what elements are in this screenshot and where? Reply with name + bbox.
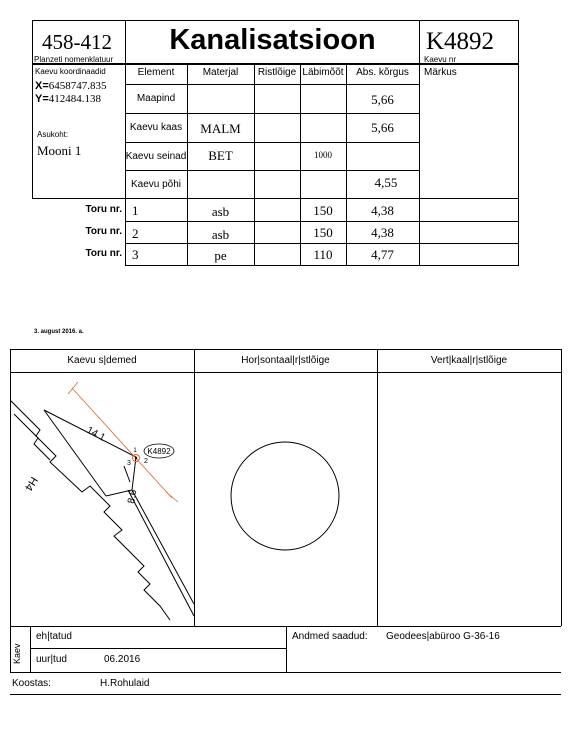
- col-diameter: Läbimõõt: [302, 67, 344, 78]
- document-date: 3. august 2016. a.: [34, 329, 84, 335]
- col-material: Materjal: [202, 67, 239, 78]
- section-title-sketch: Kaevu s|demed: [67, 355, 137, 366]
- col-cross-section: Ristlõige: [257, 67, 297, 78]
- data-source-label: Andmed saadud:: [292, 631, 368, 642]
- surveyed-label: uur|tud: [36, 654, 67, 665]
- sheet-caption: Planzeti nomenklatuur: [34, 55, 114, 64]
- node-2: 2: [144, 458, 148, 465]
- y-coordinate: Y=412484.138: [35, 93, 102, 105]
- section-title-horizontal: Hor|sontaal|r|stlõige: [241, 355, 330, 366]
- horizontal-section-drawing: [194, 372, 377, 626]
- location-value: Mooni 1: [37, 143, 82, 158]
- node-3: 3: [127, 460, 131, 467]
- col-abs-height: Abs. kõrgus: [356, 67, 409, 78]
- dimension-label-1: 14.1: [84, 424, 107, 444]
- well-tag: K4892: [147, 447, 171, 456]
- col-note: Märkus: [424, 67, 457, 78]
- house-label: H4: [22, 474, 40, 493]
- section-title-vertical: Vert|kaal|r|stlõige: [430, 355, 508, 366]
- surveyed-value: 06.2016: [104, 654, 141, 665]
- well-number: K4892: [426, 28, 495, 55]
- location-label: Asukoht:: [37, 130, 69, 139]
- sheet-number: 458-412: [42, 30, 112, 54]
- node-1: 1: [133, 448, 137, 454]
- page-title: Kanalisatsioon: [169, 24, 376, 56]
- well-caption: Kaevu nr: [424, 55, 457, 64]
- location-sketch: [10, 372, 194, 626]
- well-circle: [231, 442, 339, 550]
- x-coordinate: X=6458747.835: [35, 80, 107, 92]
- col-element: Element: [137, 67, 175, 78]
- data-source-value: Geodees|abüroo G-36-16: [386, 631, 500, 642]
- author-value: H.Rohulaid: [100, 678, 150, 689]
- dimension-label-2: 8.6: [126, 488, 140, 505]
- coords-label: Kaevu koordinaadid: [35, 67, 106, 76]
- author-label: Koostas:: [12, 678, 51, 689]
- side-label: Kaev: [12, 643, 22, 664]
- built-label: eh|tatud: [36, 631, 72, 642]
